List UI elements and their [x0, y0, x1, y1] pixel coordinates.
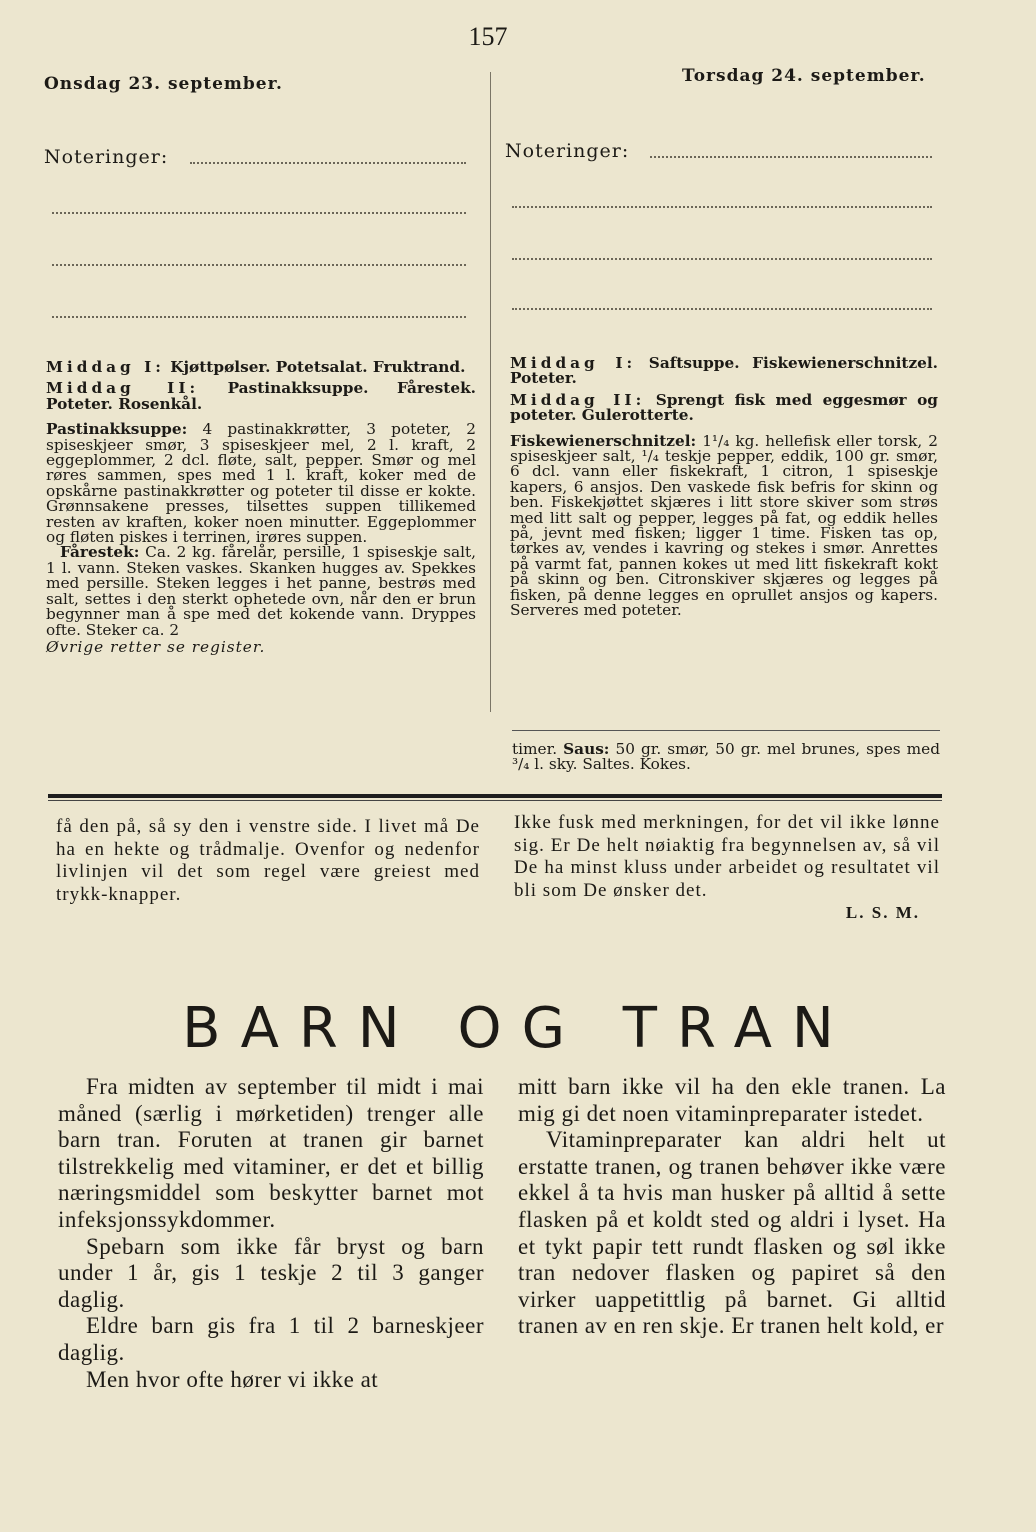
right-middag-1-label: Middag I: — [510, 354, 637, 372]
left-notes-line-1 — [190, 162, 466, 164]
section-rule-thick — [48, 794, 942, 798]
left-recipe-1-text: 4 pastinakkrøtter, 3 poteter, 2 spiseskjeer smør, 3 spiseskjeer mel, 2 l. kraft, 2 eggeplommer, 2 dcl. fløte, salt, pepper. Smør og mel røres sammen, spes med 1 l. kraft, koker med de opskårne pastinakkrøtter og poteter til disse er kokte. Grønnsakene presses, tilsettes suppen tillikemed resten av kraften, koker noen minutter. Eggeplommer og fløten piskes i terrinen, irøres suppen. — [46, 420, 476, 547]
article-right-column — [518, 1074, 946, 1340]
left-day-heading: Onsdag 23. september. — [44, 74, 283, 94]
saus-title: Saus: — [563, 740, 610, 758]
right-continuation — [512, 742, 940, 773]
left-middag-1-label: Middag I: — [46, 358, 165, 376]
left-recipe-2 — [46, 545, 476, 637]
right-notes-line-3 — [512, 258, 932, 260]
article-left-paragraph-3: Eldre barn gis fra 1 til 2 barneskjeer daglig. — [58, 1313, 484, 1365]
article-right-paragraph-1: mitt barn ikke vil ha den ekle tranen. La mig gi det noen vitaminpreparater istedet. — [518, 1074, 946, 1126]
article-left-paragraph-1: Fra midten av september til midt i mai måned (særlig i mørketiden) trenger alle barn tran. Foruten at tranen gir barnet tilstrekkelig med vitaminer, er det et billig næringsmiddel som beskytter barnet mot infeksjonssykdommer. — [58, 1074, 484, 1232]
right-day-heading: Torsdag 24. september. — [682, 66, 926, 86]
right-notes-line-1 — [650, 156, 932, 158]
right-middag-1 — [510, 356, 938, 387]
left-notes-line-4 — [52, 316, 466, 318]
article-right-paragraph-2: Vitaminpreparater kan aldri helt ut erstatte tranen, og tranen behøver ikke være ekkel å ta hvis man husker på alltid å sette flasken på et koldt sted og aldri i lyset. Ha et tykt papir tett rundt flasken og søl ikke tran nedover flasken og papiret så den virker uappetittlig på barnet. Gi alltid tranen av en ren skje. Er tranen helt kold, er — [518, 1127, 946, 1339]
column-divider — [490, 72, 491, 712]
signature: L. S. M. — [845, 903, 920, 922]
section-rule-thin — [48, 800, 942, 801]
right-recipe-text: 1¹/₄ kg. hellefisk eller torsk, 2 spiseskjeer salt, ¹/₄ teskje pepper, eddik, 100 gr. smør, 6 dcl. vann eller fiskekraft, 1 citron, 1 spiseskje kapers, 6 ansjos. Den vaskede fisk befris for skinn og ben. Fiskekjøttet skjæres i litt store skiver som strøs med litt salt og pepper, legges på fat, og eddik helles på, jevnt med fisken; ligger 1 time. Fisken tas op, tørkes av, vendes i kavring og stekes i smør. Anrettes på varmt fat, pannen kokes ut med litt fiskekraft kokt på skinn og ben. Citronskiver skjæres og legges på fisken, på denne legges en oprullet ansjos og kapers. Serveres med poteter. — [510, 431, 938, 620]
left-middag-2-text: Pastinakksuppe. Fårestek. Poteter. Rosenkål. — [46, 379, 477, 413]
left-recipe-2-text: Ca. 2 kg. fårelår, persille, 1 spiseskje salt, 1 l. vann. Steken vaskes. Skanken hugges av. Spekkes med persille. Steken legges i het panne, bestrøs med salt, settes i den sterkt ophetede ovn, når den er brun begynner man å spe med det kokende vann. Dryppes ofte. Steker ca. 2 — [46, 543, 476, 639]
right-notes-label: Noteringer: — [505, 140, 630, 162]
continuation-text: timer. — [512, 740, 558, 758]
right-middag-2-label: Middag II: — [510, 390, 646, 409]
page-number: 157 — [468, 22, 508, 51]
left-middag-2-label: Middag II: — [46, 379, 200, 398]
right-middag-2 — [510, 390, 939, 425]
article-left-paragraph-4: Men hvor ofte hører vi ikke at — [86, 1366, 379, 1392]
left-middag-1-text: Kjøttpølser. Potetsalat. Fruktrand. — [170, 358, 466, 376]
right-recipes — [510, 356, 938, 619]
recipe-separator — [512, 730, 940, 731]
right-recipe-title: Fiskewienerschnitzel: — [510, 431, 697, 450]
left-recipes — [46, 360, 476, 655]
saus-text: 50 gr. smør, 50 gr. mel brunes, spes med ³/₄ l. sky. Saltes. Kokes. — [512, 740, 940, 774]
article-left-paragraph-2: Spebarn som ikke får bryst og barn under 1 år, gis 1 teskje 2 til 3 ganger daglig. — [58, 1233, 484, 1312]
right-recipe — [510, 431, 938, 620]
left-recipe-1-title: Pastinakksuppe: — [46, 420, 188, 439]
left-recipe-1 — [46, 422, 476, 545]
right-notes-line-4 — [512, 308, 932, 310]
right-middag-1-text: Saftsuppe. Fiskewienerschnitzel. Poteter. — [510, 354, 938, 388]
middle-left-paragraph: få den på, så sy den i venstre side. I livet må De ha en hekte og trådmalje. Ovenfor og nedenfor livlinjen vil det som regel være greiest med trykk-knapper. — [56, 816, 480, 905]
left-middag-1 — [46, 360, 476, 375]
article-left-column — [58, 1074, 484, 1393]
left-notes-line-2 — [52, 212, 466, 214]
middle-left-text — [56, 816, 480, 906]
register-note: Øvrige retter se register. — [46, 637, 266, 656]
left-notes-label: Noteringer: — [44, 146, 169, 168]
right-middag-2-text: Sprengt fisk med eggesmør og poteter. Gulerotterte. — [510, 390, 939, 425]
left-recipe-2-title: Fårestek: — [60, 543, 140, 562]
left-middag-2 — [46, 381, 476, 412]
left-notes-line-3 — [52, 264, 466, 266]
middle-right-paragraph: Ikke fusk med merkningen, for det vil ikke lønne sig. Er De helt nøiaktig fra begynnelsen av, så vil De ha minst kluss under arbeidet og resultatet vil bli som De ønsker det. — [514, 812, 940, 901]
article-title: BARN OG TRAN — [182, 996, 854, 1061]
right-notes-line-2 — [512, 206, 932, 208]
middle-right-text — [514, 812, 940, 925]
